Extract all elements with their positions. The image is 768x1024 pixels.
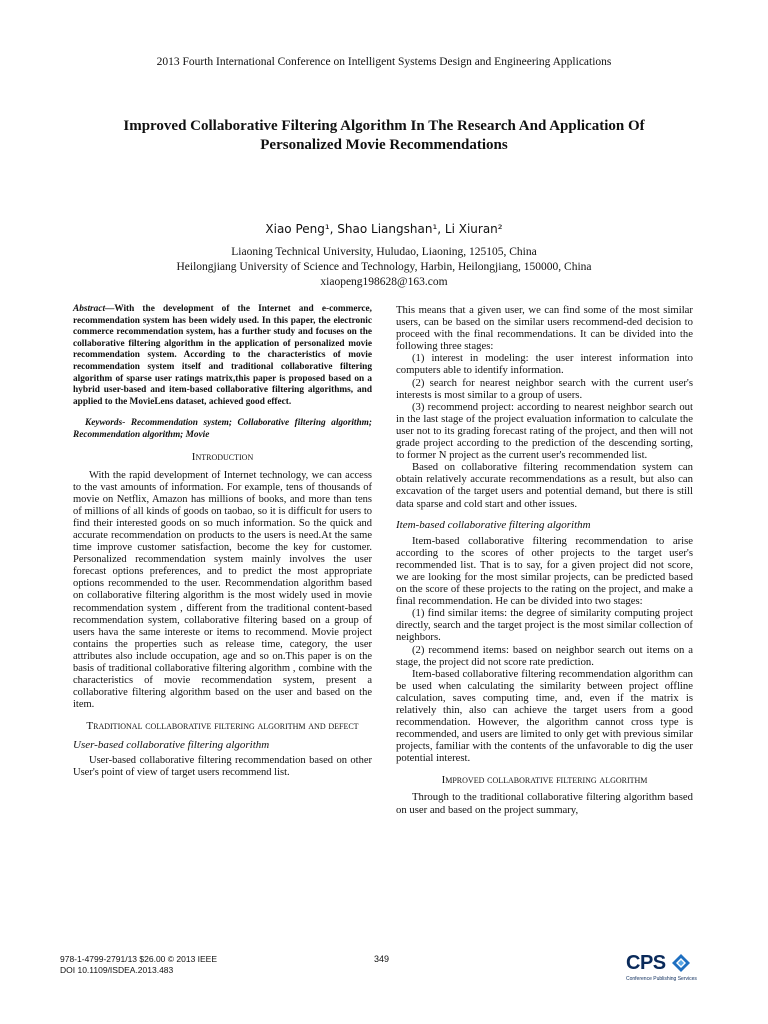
section-heading-improved: Improved collaborative filtering algorithm: [441, 774, 648, 787]
item-based-summary: Item-based collaborative filtering recommendation algorithm can be used when calculating the similarity between project offline calculation, saves computing time, and, even if the matrix is relatively thin, also can achieve the target users from a good recommendation. However, the algorithm cannot cross type is recommended, and users are limited to only get with previous similar projects, familiar with the contents of the unfavorable to dig the user potential interest.: [396, 667, 693, 765]
subsection-heading-user-based: User-based collaborative filtering algorithm: [73, 739, 270, 752]
subsection-heading-item-based: Item-based collaborative filtering algorithm: [396, 518, 591, 531]
footer-doi: DOI 10.1109/ISDEA.2013.483: [60, 965, 174, 975]
right-paragraph-1: This means that a given user, we can find some of the most similar users, can be based on the similar users recommend-ded decision to proceed with the final recommendations. It can be divided into the following three stages:: [396, 304, 693, 353]
affiliation-1: Liaoning Technical University, Huludao, Liaoning, 125105, China: [231, 246, 537, 258]
cps-logo: [626, 950, 697, 990]
footer-isbn: 978-1-4799-2791/13 $26.00 © 2013 IEEE: [60, 954, 218, 964]
authors: Xiao Peng¹, Shao Liangshan¹, Li Xiuran²: [265, 222, 503, 236]
user-based-summary: Based on collaborative filtering recommendation system can obtain relatively accurate recommendations as a result, but also can excavation of the target users and potential demand, but there is still data sparse and cold start and other issues.: [396, 461, 693, 510]
section-heading-traditional: Traditional collaborative filtering algorithm and defect: [86, 720, 359, 733]
keywords: Keywords- Recommendation system; Collaborative filtering algorithm; Recommendation algorithm; Movie: [73, 418, 372, 440]
stage-2: (2) search for nearest neighbor search with the current user's interests is most similar to a group of users.: [396, 376, 693, 401]
footer-copyright: [60, 954, 217, 976]
conference-header: 2013 Fourth International Conference on Intelligent Systems Design and Engineering Applications: [156, 56, 612, 68]
item-stage-1: (1) find similar items: the degree of similarity computing project directly, search and the target project is the most similar collection of neighbors.: [396, 607, 693, 644]
logo-subtitle: Conference Publishing Services: [626, 976, 697, 982]
author-email: xiaopeng198628@163.com: [320, 276, 448, 288]
abstract-text: —With the development of the Internet and e-commerce, recommendation system has been widely used. In this paper, the electronic commerce recommendation system, has a further study and focuses on the collaborative filtering algorithm in the application of personalized movie recommendation system. According to the characteristics of movie recommendation system itself and traditional collaborative filtering algorithm of sparse user ratings matrix,this paper is proposed based on a hybrid user-based and item-based collaborative filtering algorithms, and applied to the MovieLens dataset, achieved good effect.: [73, 304, 372, 407]
abstract: [73, 304, 372, 408]
logo-text: CPS: [626, 952, 666, 974]
right-column: [396, 304, 693, 816]
page-number: 349: [374, 954, 390, 964]
abstract-lead: Abstract: [73, 304, 106, 314]
title-line-2: Personalized Movie Recommendations: [260, 137, 508, 153]
stage-3: (3) recommend project: according to nearest neighbor search out in the last stage of the project evaluation information to calculate the user not to its grading forecast rating of the project, and then will not grade project according to the prediction of the descending sorting, to former N project as the current user's recommended list.: [396, 400, 693, 462]
intro-paragraph: With the rapid development of Internet technology, we can access to the vast amounts of information. For example, tens of thousands of movie on Netflix, Amazon has millions of books, and more than tens of millions of all kinds of goods on taobao, so it is difficult for users to find their interested goods on so much information. So the quick and accurate recommendation on products to the users is need.At the same time improve customer satisfaction, become the key for customer. Personalized recommendation system mainly involves the user forecast options preferences, and to predict the most appropriate options recommended to the user. Recommendation algorithm based on collaborative filtering algorithm is the most widely used in movie recommendation system , different from the traditional content-based recommendation system, collaborative filtering based on a group of users hava the same intereste or items to recommend. Movie project contains the properties such as release time, category, the user attributes also include occupation, age and so on.This paper is on the basis of traditional collaborative filtering algorithm , combine with the characteristics of movie recommendation system, present a collaborative filtering algorithm based on the user and based on the item.: [73, 469, 372, 711]
section-heading-introduction: Introduction: [191, 450, 254, 463]
title-line-1: Improved Collaborative Filtering Algorithm In The Research And Application Of: [123, 118, 645, 134]
stage-1: (1) interest in modeling: the user interest information into computers able to identify information.: [396, 352, 693, 377]
item-based-paragraph: Item-based collaborative filtering recommendation to arise according to the scores of other projects to the target user's recommended list. That is to say, for a given project did not score, we are looking for the most similar projects, can be predicted based on the score of these projects to the rating on the project, and make a final recommendation. He can be divided into two stages:: [396, 534, 693, 608]
affiliation-2: Heilongjiang University of Science and Technology, Harbin, Heilongjiang, 150000, China: [176, 261, 592, 273]
left-column: [73, 304, 372, 779]
affiliations: [0, 245, 768, 290]
user-based-paragraph: User-based collaborative filtering recommendation based on other User's point of view of target users recommend list.: [73, 754, 372, 778]
paper-title: [60, 117, 708, 155]
item-stage-2: (2) recommend items: based on neighbor search out items on a stage, the project did not score rate prediction.: [396, 643, 693, 668]
cps-diamond-icon: [672, 954, 690, 972]
improved-paragraph: Through to the traditional collaborative filtering algorithm based on user and based on the project summary,: [396, 791, 693, 816]
